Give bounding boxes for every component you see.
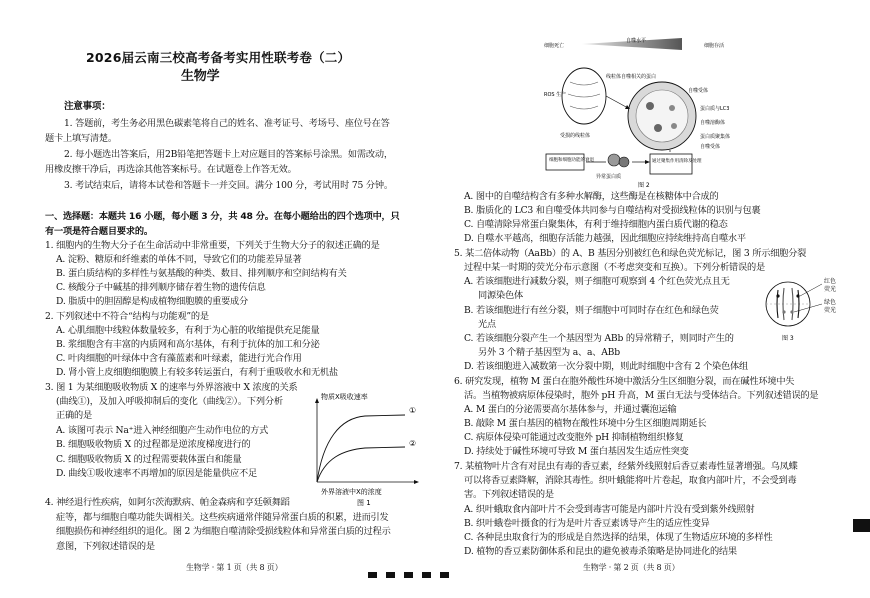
fig2-receptor-2: 自噬受体 xyxy=(700,144,721,150)
q5-option-c: C. 若该细胞分裂产生一个基因型为 ABb 的异常精子，则同时产生的 xyxy=(464,333,734,344)
q7-option-a: A. 织叶蛾取食内部叶片不会受到毒害可能是内部叶片没有受到紫外线照射 xyxy=(464,504,755,515)
q2-stem: 2. 下列叙述中不符合“结构与功能观”的是 xyxy=(45,311,209,322)
q4-stem-cont: 细胞损伤和神经组织的退化。图 2 为细胞自噬清除受损线粒体和异常蛋白质的过程示 xyxy=(56,526,391,537)
notice-line: 题卡上填写清楚。 xyxy=(45,133,117,144)
q6-stem-cont: 活。当植物被病原体侵染时，胞外 pH 升高，M 蛋白无法与受体结合。下列叙述错误的是 xyxy=(464,390,819,401)
fig1-curve-2-label: ② xyxy=(409,439,417,448)
q4-option-d: D. 自噬水平越高，细胞存活能力越强，因此细胞应持续维持高自噬水平 xyxy=(464,233,746,244)
q4-option-a: A. 图中的自噬结构含有多种水解酶，这些酶是在核糖体中合成的 xyxy=(464,191,719,202)
fig3-red-label: 红色 xyxy=(824,278,837,285)
q3-option-b: B. 细胞吸收物质 X 的过程都是逆浓度梯度进行的 xyxy=(56,439,251,450)
exam-title: 2026届云南三校高考备考实用性联考卷（二） xyxy=(86,50,351,65)
q2-option-d: D. 肾小管上皮细胞细胞膜上有较多转运蛋白，有利于重吸收水和无机盐 xyxy=(56,367,338,378)
q4-option-b: B. 脂质化的 LC3 和自噬受体共同参与自噬结构对受损线粒体的识别与包裹 xyxy=(464,205,761,216)
fig2-left-label: 细胞死亡 xyxy=(544,43,565,49)
q5-option-a-cont: 同源染色体 xyxy=(478,290,523,301)
fig2-protein-lc3: 蛋白质与LC3 xyxy=(700,106,730,112)
q1-option-c: C. 核酸分子中碱基的排列顺序储存着生物的遗传信息 xyxy=(56,282,266,293)
q1-option-d: D. 脂质中的胆固醇是构成植物细胞膜的重要成分 xyxy=(56,296,249,307)
notice-line: 用橡皮擦干净后，再选涂其他答案标号。在试题卷上作答无效。 xyxy=(45,164,297,175)
q5-stem: 5. 某二倍体动物（AaBb）的 A、B 基因分别被红色和绿色荧光标记，图 3 所示细胞分裂 xyxy=(454,248,807,259)
fig2-receptor: 自噬受体 xyxy=(688,88,709,94)
q7-stem: 7. 某植物叶片含有对昆虫有毒的香豆素，经紫外线照射后香豆素毒性显著增强。乌凤蝶 xyxy=(454,461,798,472)
fig2-damaged-mito: 受损的线粒体 xyxy=(560,133,591,139)
notice-heading: 注意事项： xyxy=(64,101,111,112)
section-heading-cont: 有一项是符合题目要求的。 xyxy=(45,226,153,237)
q5-option-c-cont: 另外 3 个精子基因型为 a、a、ABb xyxy=(478,347,620,358)
subject-title: 生物学 xyxy=(181,69,220,84)
q6-option-a: A. M 蛋白的分泌需要高尔基体参与，并通过囊泡运输 xyxy=(464,404,677,415)
q6-stem: 6. 研究发现，植物 M 蛋白在胞外酸性环境中激活分生区细胞分裂，而在碱性环境中失 xyxy=(454,376,795,387)
fig1-ylabel: 物质X吸收速率 xyxy=(321,393,368,401)
fig1-curve-1-label: ① xyxy=(409,406,417,415)
fig2-ros: ROS 生产 xyxy=(544,92,567,98)
page-edge-tab xyxy=(853,519,870,532)
right-page xyxy=(448,0,856,598)
fig2-right-label: 细胞存活 xyxy=(704,43,725,49)
page-footer: 生物学 · 第 2 页（共 8 页） xyxy=(583,563,680,572)
fig1-caption: 图 1 xyxy=(357,499,371,507)
q5-option-d: D. 若该细胞进入减数第一次分裂中期，则此时细胞中含有 2 个染色体组 xyxy=(464,361,749,372)
q7-stem-cont: 可以将香豆素降解，消除其毒性。织叶蛾能将叶片卷起，取食内部叶片，不会受到毒 xyxy=(464,475,797,486)
q3-stem-cont: (曲线①)，及加入呼吸抑制后的变化（曲线②）。下列分析 xyxy=(56,396,283,407)
notice-line: 2. 每小题选出答案后，用2B铅笔把答题卡上对应题目的答案标号涂黑。如需改动， xyxy=(64,149,393,160)
q7-option-c: C. 各种昆虫取食行为的形成是自然选择的结果，体现了生物适应环境的多样性 xyxy=(464,532,773,543)
q3-option-c: C. 细胞吸收物质 X 的过程需要载体蛋白和能量 xyxy=(56,454,242,465)
q4-stem-cont: 意图，下列叙述错误的是 xyxy=(56,541,155,552)
q7-stem-cont: 害。下列叙述错误的是 xyxy=(464,489,554,500)
fig3-red-label-2: 荧光 xyxy=(824,286,837,293)
q2-option-c: C. 叶肉细胞的叶绿体中含有藻蓝素和叶绿素，能进行光合作用 xyxy=(56,353,302,364)
fig2-autolysosome: 自噬溶酶体 xyxy=(700,120,726,126)
fig3-green-label: 绿色 xyxy=(824,299,837,306)
fig3-caption: 图 3 xyxy=(782,335,794,342)
q4-stem: 4. 神经退行性疾病，如阿尔茨海默病、帕金森病和亨廷顿舞蹈 xyxy=(45,497,290,508)
q1-option-a: A. 淀粉、糖原和纤维素的单体不同，导致它们的功能差异显著 xyxy=(56,254,302,265)
q3-stem: 3. 图 1 为某细胞吸收物质 X 的速率与外界溶液中 X 浓度的关系 xyxy=(45,382,298,393)
q5-stem-cont: 过程中某一时期的荧光分布示意图（不考虑突变和互换）。下列分析错误的是 xyxy=(464,262,765,273)
fig2-bottom-left: 细胞和细胞功能的衰退 xyxy=(549,158,594,163)
page-divider-squares xyxy=(368,563,458,582)
notice-line: 1. 答题前，考生务必用黑色碳素笔将自己的姓名、准考证号、考场号、座位号在答 xyxy=(64,118,390,129)
q5-option-b: B. 若该细胞进行有丝分裂，则子细胞中可同时存在红色和绿色荧 xyxy=(464,305,719,316)
q7-option-d: D. 植物的香豆素防御体系和昆虫的避免被毒杀策略是协同进化的结果 xyxy=(464,546,737,557)
figure-2 xyxy=(544,36,754,188)
q5-option-a: A. 若该细胞进行减数分裂，则子细胞可观察到 4 个红色荧光点且无 xyxy=(464,276,730,287)
q2-option-a: A. 心肌细胞中线粒体数量较多，有利于为心脏的收缩提供充足能量 xyxy=(56,325,320,336)
fig2-degrade: 通过聚集作用清除及处理 xyxy=(652,159,702,164)
fig2-caption: 图 2 xyxy=(638,182,650,188)
q6-option-b: B. 敲除 M 蛋白基因的植物在酸性环境中分生区细胞周期延长 xyxy=(464,418,707,429)
q7-option-b: B. 织叶蛾卷叶摄食的行为是叶片香豆素诱导产生的适应性变异 xyxy=(464,518,710,529)
damaged-mitochondrion xyxy=(562,68,606,124)
q1-stem: 1. 细胞内的生物大分子在生命活动中非常重要，下列关于生物大分子的叙述正确的是 xyxy=(45,240,380,251)
notice-line: 3. 考试结束后，请将本试卷和答题卡一并交回。满分 100 分，考试用时 75 分钟。 xyxy=(64,180,393,191)
fig1-curve-2 xyxy=(317,447,405,482)
q3-option-d: D. 曲线①吸收速率不再增加的原因是能量供应不足 xyxy=(56,468,258,479)
fig2-abnormal-protein: 异常蛋白质 xyxy=(596,174,622,180)
page-footer: 生物学 · 第 1 页（共 8 页） xyxy=(186,563,283,572)
fig2-lc3: 线粒体自噬相关的蛋白 xyxy=(606,74,657,80)
figure-1 xyxy=(305,390,425,508)
fig1-xlabel: 外界溶液中X的浓度 xyxy=(321,488,382,496)
q4-stem-cont: 症等，都与细胞自噬功能失调相关。这些疾病通常伴随异常蛋白质的积累，进而引发 xyxy=(56,512,389,523)
q6-option-d: D. 持续处于碱性环境可导致 M 蛋白基因发生适应性突变 xyxy=(464,446,689,457)
section-heading: 一、选择题：本题共 16 小题，每小题 3 分，共 48 分。在每小题给出的四个选项中，只 xyxy=(45,211,400,222)
q5-option-b-cont: 光点 xyxy=(478,319,496,330)
q1-option-b: B. 蛋白质结构的多样性与氨基酸的种类、数目、排列顺序和空间结构有关 xyxy=(56,268,347,279)
fig3-green-label-2: 荧光 xyxy=(824,307,837,314)
fig2-protein-agg: 蛋白质聚集体 xyxy=(700,134,731,140)
q2-option-b: B. 浆细胞含有丰富的内质网和高尔基体，有利于抗体的加工和分泌 xyxy=(56,339,320,350)
q3-stem-cont: 正确的是 xyxy=(56,410,92,421)
fig2-top-label: 自噬水平 xyxy=(626,38,647,44)
q4-option-c: C. 自噬清除异常蛋白聚集体，有利于维持细胞内蛋白质代谢的稳态 xyxy=(464,219,728,230)
figure-3 xyxy=(756,274,856,346)
q6-option-c: C. 病原体侵染可能通过改变胞外 pH 抑制植物组织修复 xyxy=(464,432,684,443)
q3-option-a: A. 该图可表示 Na⁺进入神经细胞产生动作电位的方式 xyxy=(56,425,269,436)
